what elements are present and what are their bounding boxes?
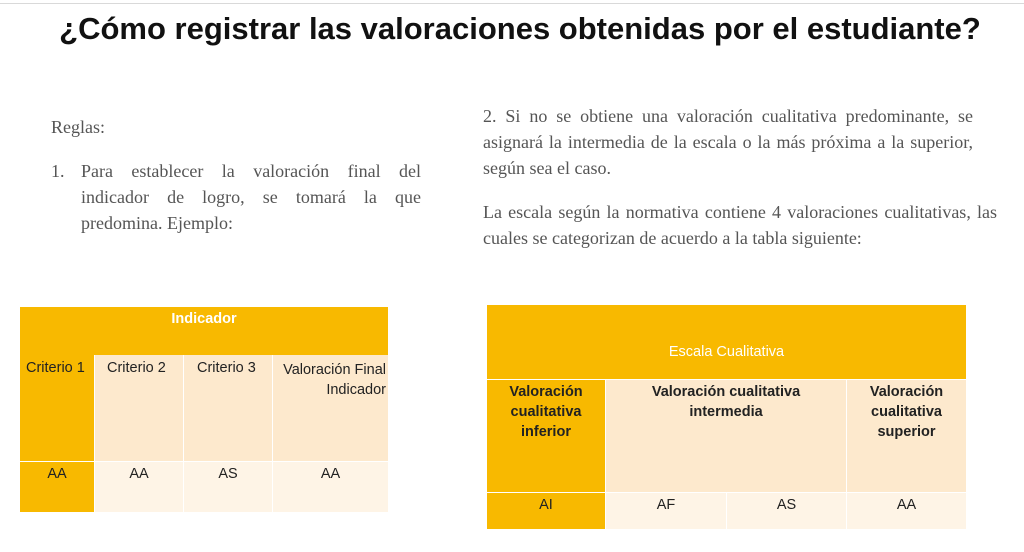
top-border-line	[0, 3, 1024, 4]
rule-1-number: 1.	[51, 161, 65, 181]
table2-col-label: Valoración cualitativa inferior	[509, 384, 583, 440]
rule-1-text: Para establecer la valoración final del indicador de logro, se tomará la que predomina. Ejemplo:	[81, 161, 421, 233]
table2-cell-value: AS	[776, 497, 797, 513]
table1-row-cell	[20, 462, 94, 512]
table1-row-cell	[184, 462, 272, 512]
table1-row-cell	[95, 462, 183, 512]
table1-col-criterio-1	[20, 355, 94, 461]
table1-col-label: Criterio 3	[197, 360, 256, 376]
table1-header-text: Indicador	[171, 311, 237, 327]
table2-cell-value: AA	[896, 497, 917, 513]
table2-row-cell	[727, 493, 846, 529]
table1-col-criterio-2	[95, 355, 183, 461]
table1-col-criterio-3	[184, 355, 272, 461]
rule-2-text: 2. Si no se obtiene una valoración cualitativa predominante, se asignará la intermedia de la escala o la más próxima a la superior, según sea el caso.	[483, 106, 973, 178]
table2-row-cell	[606, 493, 726, 529]
table2-row-cell	[847, 493, 966, 529]
escala-paragraph: La escala según la normativa contiene 4 valoraciones cualitativas, las cuales se categorizan de acuerdo a la tabla siguiente:	[483, 202, 997, 248]
reglas-label: Reglas:	[51, 117, 105, 137]
table2-cell-value: AI	[539, 497, 553, 513]
table2-header	[487, 305, 966, 379]
page-title: ¿Cómo registrar las valoraciones obtenidas por el estudiante?	[59, 11, 981, 46]
table2-col-intermedia	[606, 380, 846, 492]
table2-header-text: Escala Cualitativa	[668, 344, 785, 360]
table2-col-superior	[847, 380, 966, 492]
table1-cell-value: AA	[320, 466, 341, 482]
table1-col-label: Criterio 1	[26, 360, 85, 376]
table1-col-valoracion-final	[273, 355, 388, 461]
rule-1	[51, 158, 421, 236]
table2-cell-value: AF	[656, 497, 676, 513]
table2-col-label: Valoración cualitativa superior	[869, 384, 944, 440]
table1-col-label: Criterio 2	[107, 360, 166, 376]
table1-row-cell	[273, 462, 388, 512]
table1-header	[20, 307, 388, 355]
table2-row-cell	[487, 493, 605, 529]
table1-cell-value: AA	[129, 466, 149, 482]
table2-col-inferior	[487, 380, 605, 492]
table1-cell-value: AA	[47, 466, 67, 482]
table1-col-label: Valoración Final Indicador	[283, 362, 386, 398]
table1-cell-value: AS	[218, 466, 238, 482]
table2-col-label: Valoración cualitativa intermedia	[651, 384, 801, 420]
